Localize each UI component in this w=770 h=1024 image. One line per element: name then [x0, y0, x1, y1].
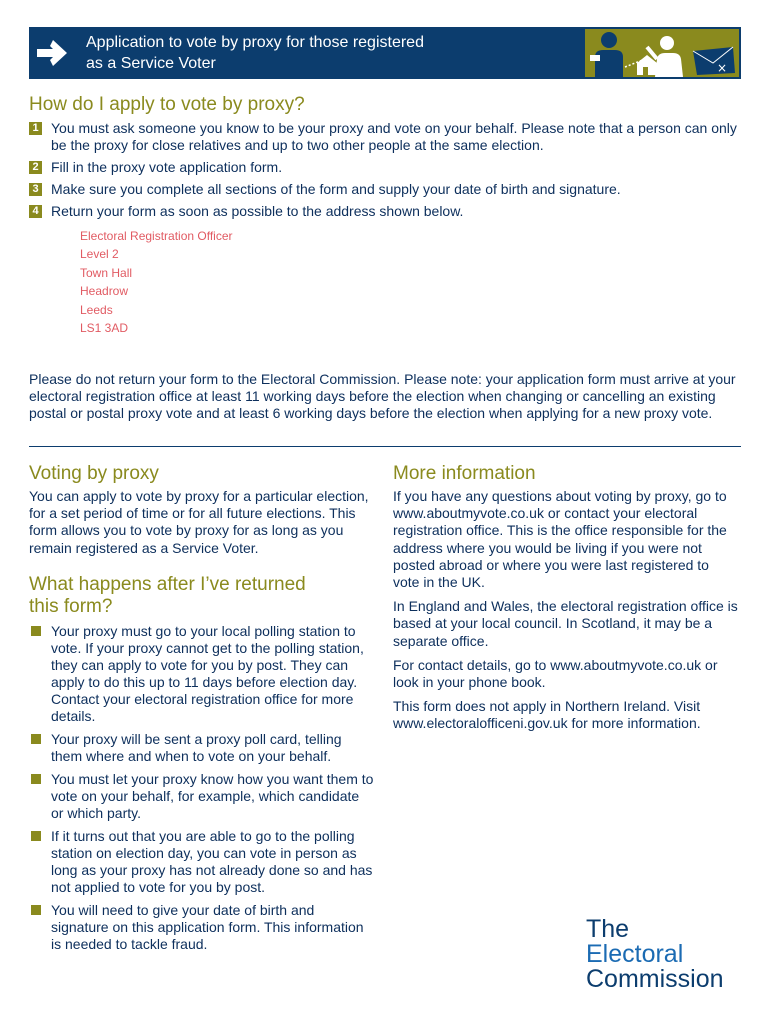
apply-step-4: [29, 203, 741, 220]
notice-text: before the election when changing or cancelling an existing postal or postal proxy vote and at least: [29, 388, 716, 422]
electoral-commission-logo: [586, 917, 724, 992]
step-number-badge: 2: [29, 161, 42, 174]
more-info-paragraph: [393, 488, 738, 591]
more-information-heading: More information: [393, 463, 536, 484]
svg-text:×: ×: [717, 61, 728, 75]
what-happens-heading-line-1: What happens after I’ve returned: [29, 574, 306, 595]
step-text-pre: Make sure: [51, 181, 121, 197]
what-happens-heading: [29, 574, 374, 618]
more-info-paragraph: [393, 698, 738, 732]
address-line: Town Hall: [80, 265, 133, 280]
list-item: [29, 902, 374, 953]
paragraph-text: or contact your electoral registration office. This is the office responsible for the address where you would be living if you were not posted abroad or where you were last registered to vote in the UK.: [393, 505, 727, 591]
apply-step-3: [29, 181, 741, 198]
bullet-square-icon: [31, 734, 41, 744]
more-info-paragraph: [393, 657, 738, 691]
paragraph-text: If you have any questions about voting by proxy, go to: [393, 488, 727, 504]
address-line: Headrow: [80, 284, 129, 299]
bullet-square-icon: [31, 626, 41, 636]
logo-line-3: Commission: [586, 965, 724, 993]
bullet-emphasis: your: [190, 623, 218, 639]
notice-text: your application form must arrive at your electoral registration office at least: [29, 371, 736, 405]
bullet-text: You must let your proxy know how you want them to vote on your behalf, for example, which candidate or which party.: [51, 771, 374, 821]
notice-text: return your form to the Electoral Commission.: [114, 371, 405, 387]
bullet-text: If it turns out that you are able to go to the polling station on election day, you can vote in person as long as your proxy has not already done so and has not applied to vote for you by post.: [51, 828, 373, 895]
notice-text: Please: [29, 371, 76, 387]
paragraph-text: or look in your phone book.: [393, 656, 718, 691]
bullet-text: local polling station to vote. If your proxy cannot get to the polling station, they can apply to vote for you by post. They can apply to do this up to 11 days before election day. Contact your electoral registration office for more details.: [51, 623, 364, 724]
bullet-square-icon: [31, 905, 41, 915]
right-arrow-icon: [29, 27, 76, 79]
voters-illustration-icon: [585, 29, 739, 77]
apply-step-2: [29, 159, 741, 176]
apply-steps-list: [29, 120, 741, 225]
step-text: Return your form as soon as possible to the address shown below.: [51, 203, 464, 219]
step-number-badge: 3: [29, 183, 42, 196]
address-line: Leeds: [80, 302, 113, 317]
voting-by-proxy-heading: Voting by proxy: [29, 463, 159, 484]
return-address: [80, 227, 233, 337]
more-information-body: [393, 488, 738, 740]
step-text-post: complete all sections of the form and supply your date of birth and signature.: [142, 181, 621, 197]
notice-emphasis: 6 working days: [272, 405, 366, 422]
step-number-badge: 1: [29, 122, 42, 135]
after-bullets-list: [29, 623, 374, 959]
deadline-notice: [29, 371, 741, 423]
how-to-apply-heading: How do I apply to vote by proxy?: [29, 94, 305, 115]
notice-text: before the election when applying for a new proxy vote.: [365, 405, 713, 422]
bullet-square-icon: [31, 831, 41, 841]
list-item: [29, 771, 374, 822]
step-text: You must ask someone you know to be your proxy and vote on your behalf. Please note that a person can only be the proxy for close relatives and up to two other people at the same election.: [51, 120, 737, 153]
address-line: Level 2: [80, 247, 119, 262]
step-text: Fill in the proxy vote application form.: [51, 159, 283, 175]
paragraph-text: This form does not apply in Northern Ireland. Visit: [393, 698, 701, 715]
list-item: [29, 828, 374, 896]
voting-by-proxy-body: You can apply to vote by proxy for a particular election, for a set period of time or for all future elections. This form allows you to vote by proxy for as long as you remain registered as a Service Voter.: [29, 488, 369, 556]
page-title-line-2: as a Service Voter: [86, 55, 216, 72]
what-happens-heading-line-2: this form?: [29, 596, 113, 617]
notice-emphasis: do not: [75, 371, 115, 387]
bullet-text: Your proxy will be sent a proxy poll card, telling them where and when to vote on your behalf.: [51, 731, 342, 764]
paragraph-text: for more information.: [567, 715, 701, 732]
aboutmyvote-link[interactable]: www.aboutmyvote.co.uk: [550, 656, 702, 673]
aboutmyvote-link[interactable]: www.aboutmyvote.co.uk: [393, 505, 544, 522]
bullet-square-icon: [31, 774, 41, 784]
section-divider: [29, 446, 741, 447]
address-line: Electoral Registration Officer: [80, 229, 233, 243]
notice-emphasis: Please note:: [404, 371, 482, 387]
step-text-emphasis: you: [120, 181, 143, 197]
page-title: [86, 32, 546, 74]
paragraph-text: For contact details, go to: [393, 656, 551, 673]
apply-step-1: [29, 120, 741, 154]
bullet-text: Your proxy must go to: [51, 623, 191, 639]
address-line: LS1 3AD: [80, 321, 129, 336]
notice-emphasis: 11 working days: [245, 388, 346, 405]
list-item: [29, 731, 374, 765]
list-item: [29, 623, 374, 725]
header-banner: [29, 27, 741, 79]
bullet-text: You will need to give your date of birth and signature on this application form. This information is needed to tackle fraud.: [51, 902, 364, 952]
page-title-line-1: Application to vote by proxy for those registered: [86, 34, 424, 51]
electoralofficeni-link[interactable]: www.electoralofficeni.gov.uk: [393, 715, 568, 732]
logo-line-2: Electoral: [586, 940, 684, 968]
step-number-badge: 4: [29, 205, 42, 218]
logo-line-1: The: [586, 915, 630, 943]
more-info-paragraph: In England and Wales, the electoral registration office is based at your local council. In Scotland, it may be a separate office.: [393, 598, 738, 649]
